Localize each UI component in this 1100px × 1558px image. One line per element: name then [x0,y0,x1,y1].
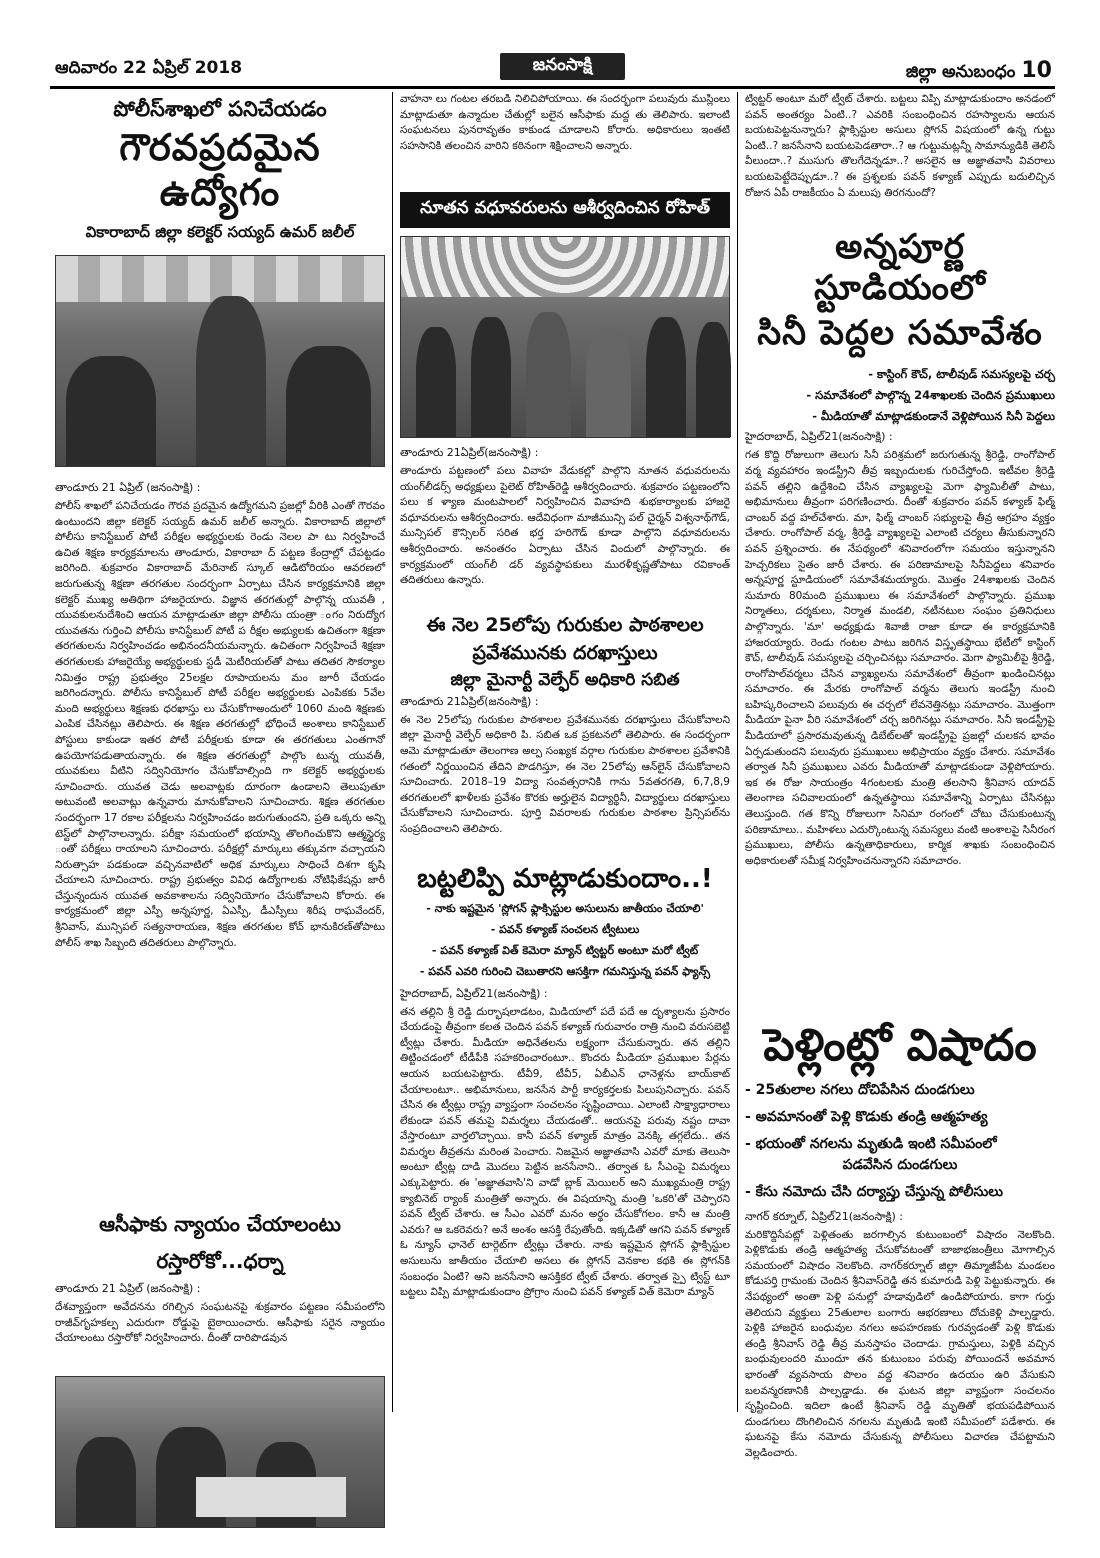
photo-banner [196,1477,346,1517]
wedding-banner: నూతన వధూవరులను ఆశీర్వదించిన రోహిత్ [400,192,730,228]
pawan-continued: ట్విట్టర్ అంటూ మరో ట్వీట్ చేశారు. బట్టలు విప్పి మాట్లాడుకుందాం అనడంలో పవన్ అంతర్యం ఏంటి..? ఎవరికి సంబంధించిన రహస్యాలను ఆయన బయటపెట్టనున్నారు? ఫ్లాక్సిస్టుల అసులు స్లోగన్ విషయంలో ఉన్న గుట్టు ఏంటి..? జనసేనాని బయటపెడతారా..? ఆ గుట్టుమట్లన్నీ సామాన్యుడికి తెలిసే వీలుందా..? ముసుగు తొలగేదెన్నడూ..? అసలైన ఆ అజ్ఞాతవాసి వివరాలు బయటపెట్టేదెప్పుడూ..? ఈ ప్రశ్నలకు పవన్ కళ్యాణ్ ఎప్పుడు బదులిచ్చిన రోజున ఏపీ రాజకీయం ఏ మలుపు తిరగనుందో? [745,93,1055,199]
wedding-tragedy-headline: పెళ్లింట్లో విషాదం [763,1020,1037,1072]
photo-figure [76,1437,136,1527]
photo-figure [416,327,456,437]
tragedy-bullet: - 25తులాల నగలు దోచిపేసిన దుండగులు [745,1082,975,1099]
gurukul-dateline: తాండూరు 21ఏప్రిల్(జనంసాక్షి) : [400,694,539,708]
story2-headline-1: ఆసీఫాకు న్యాయం చేయాలంటు [99,1212,341,1237]
gurukul-headline-1: ఈ నెల 25లోపు గురుకుల పాఠశాలల [426,614,704,636]
photo-figure [526,312,571,437]
story2-headline-2: రస్తారోకో...ధర్నా [156,1249,284,1274]
pawan-headline: బట్టలిప్పి మాట్లాడుకుందాం..! [417,863,713,894]
tragedy-bullet: - అవమానంతో పెళ్లి కొడుకు తండ్రి ఆత్మహత్య [745,1109,988,1126]
wedding-body: తాండూరు పట్టణంలో పలు వివాహ వేడుకల్లో పాల్గొని నూతన వధువరులను యంగ్‌లీడర్స్ అధ్యక్షులు పైలెట్ రోహిత్‌రెడ్డి ఆశీర్వదించారు. శుక్రవారం పట్టణంలోని పలు క ళ్యాణ మంటపాలలో నిర్వహించిన వివాహది శుభకార్యాలకు హాజరై వధూవరులను ఆశీర్వదించారు. ఆదేవిధంగా మాజీమున్సి పల్ చైర్మన్ విశ్వనాథ్‌గౌడ్, మున్సిపల్ కౌన్సిలర్ సరిత భర్త హరిగౌడ్ కూడా పాల్గొని వధూవరులను ఆశీర్వదించారు. అనంతరం ఏర్పాటు చేసిన విందులో పాల్గొన్నారు. ఈ కార్యక్రమంలో యంగ్‌లీ డర్ వ్యవస్థాపకులు మురళీకృష్ణతోపాటు రవికాంత్ తదితరులు ఉన్నారు. [400,465,730,587]
column-2 [400,92,730,1412]
tragedy-bullet: - కేసు నమోదు చేసి దర్యాప్తు చేస్తున్న పోలీసులు [745,1183,1004,1200]
story1-dateline: తాండూరు 21 ఏప్రిల్ (జనంసాక్షి) : [55,481,201,495]
collector-photo [55,255,385,467]
column-divider [392,92,393,1412]
gurukul-body: ఈ నెల 25లోపు గురుకుల పాఠశాలల ప్రవేశమునకు దరఖాస్తులు చేసుకోవాలని జిల్లా మైనార్టీ వెల్ఫేర్ అధికారి పి. సబిత ఒక ప్రకటనలో తెలిపారు. ఈ సందర్భంగా ఆమె మాట్లాడుతూ తెలంగాణ అల్ప సంఖ్యక వర్గాల గురుకుల పాఠశాలల ప్రవేశానికి గతంలో నిర్ణయించిన తేదిని పొడగిస్తూ, ఈ నెల 25లోపు ఆన్‌లైన్ చేసుకోవాలని సూచించారు. 2018–19 విద్యా సంవత్సరానికి గాను 5వతరగతి, 6,7,8,9 తరగతులలో ఖాళీలకు ప్రవేశం కొరకు అర్హులైన విద్యార్థినీ, విద్యార్థులు దరఖాస్తులు చేసుకోవాలని సూచించారు. పూర్తి వివరాలకు గురుకుల పాఠశాల ప్రిన్సిపల్‌ను సంప్రదించాలని తెలిపారు. [400,713,730,835]
photo-figure [66,356,156,466]
column-3 [745,92,1055,1459]
wedding-photo [400,236,730,438]
annapurna-headline-1: అన్నపూర్ణ స్టూడియంలో [814,227,986,308]
gurukul-headline-2: ప్రవేశమునకు దరఖాస్తులు [472,641,658,664]
tragedy-body: మరికొద్దిసేపట్లో పెళ్లితంతు జరగాల్సిన కుటుంబంలో విషాదం నెలకొంది. పెళ్లికొడుకు తండ్రి ఆత్మహత్య చేసుకోవటంతో బాజాభజంత్రీలు మోగాల్సిన సమయంలో విషాదం నెలకొంది. నాగర్‌కర్నూల్ జిల్లా తిమ్మాజీపేట మండలం కోడుపర్తి గ్రామంకు చెందిన శ్రీనివాస్‌రెడ్డి తన కుమారుడి పెళ్లి పెట్టుకున్నారు. ఈ నేపథ్యంలో అంతా పెళ్లి పనుల్లో హడావుడిలో ఉండిపోయారు. కాగా గుర్తు తెలియని వ్యక్తులు 25తులాల బంగారు ఆభరణాలు దోచుకెళ్లి పాల్పడ్డారు. పెళ్లికి హాజరైన బంధువుల నగలు అపహరణకు గురవ్వడంతో పెళ్లి కొడుకు తండ్రి శ్రీనివాస్ రెడ్డి తీవ్ర మనస్తాపం చెందాడు. గ్రామస్తులు, పెళ్లికి వచ్చిన బంధువులందరి ముందూ తన కుటుంబం పరువు పోయిందనే అవమాన భారంతో వ్యవసాయ పొలం వద్ద శనివారం ఉదయం ఉరి వేసుకుని బలవన్మరణానికి పాల్పడ్డాడు. ఈ ఘటన జిల్లా వ్యాప్తంగా సంచలనం సృష్టించింది. ఇదిలా ఉంటే శ్రీనివాస్ రెడ్డి మృతితో భయపడిపోయిన దుండగులు దొంగిలించిన నగలను మృతుడి ఇంటి సమీపంలో పడేశారు. ఈ ఘటనపై కేసు నమోదు చేసుకున్న పోలీసులు విచారణ చేపట్టామని వెల్లడించారు. [745,1228,1055,1459]
pawan-dateline: హైదరాబాద్, ఏప్రిల్21(జనంసాక్షి) : [400,986,548,1000]
issue-date: ఆదివారం 22 ఏప్రిల్ 2018 [55,58,243,78]
section-title [906,58,1052,86]
story1-kicker: పోలీస్‌శాఖలో పనిచేయడం [113,97,327,121]
tragedy-dateline: నాగర్ కర్నూల్, ఏప్రిల్21(జనంసాక్షి) : [745,1209,903,1223]
pawan-bullet: - నాకు ఇష్టమైన 'స్లోగన్ ఫ్లాక్సిస్టుల అసులును జాతీయం చేయాలి' [426,901,704,915]
photo-decor [401,237,729,297]
pawan-bullet: - పవన్ కళ్యాణ్ సంచలన ట్వీటులు [490,922,640,936]
tragedy-bullet: పడవేసిన దుండగులు [842,1156,958,1173]
annapurna-bullet: - మీడియాతో మాట్లాడకుండానే వెళ్లిపోయిన సినీ పెద్దలు [812,409,1055,424]
pawan-body: తన తల్లిని శ్రీ రెడ్డి దుర్భాషలాడటం, మిడియాలో పదే పదే ఆ దృశ్యాలను ప్రసారం చేయడంపై తీవ్రంగా కలత చెందిన పవన్ కళ్యాణ్ గురువారం రాత్రి నుంచి వరుసబెట్టి ట్వీట్లు చేశారు. మీడియా అధినేతలను లక్ష్యంగా చేసుకున్నారు. తన తల్లిని తిట్టించడంలో టీడీపీకి సహకరించారంటూ.. కొందరు మీడియా ప్రముఖుల పేర్లను ఆయన బయటపెట్టారు. టీవీ9, టీవీ5, ఏబీఎన్ ఛానెళ్లను బాయ్‌కాట్ చేయాలంటూ.. అభిమానులు, జనసేన పార్టీ కార్యకర్తలకు పిలుపునిచ్చారు. పవన్ చేసిన ఈ ట్వీట్లు రాష్ట్ర వ్యాప్తంగా సంచలనం సృష్టించాయి. ఎలాంటి సాక్ష్యాధారాలు లేకుండా పవన్ తమపై విమర్శలు చేయడంతో.. ఆయనపై పరువు నష్టం దావా వేస్తారంటూ వార్తలొచ్చాయి. కానీ పవన్ కళ్యాణ్ మాత్రం వెనక్కి తగ్గలేదు.. తన విమర్శల తీవ్రతను మరింత పెంచారు. నిజమైన అజ్ఞాతవాసి ఎవరో మాకు తెలుసా అంటూ ట్వీట్ల దాడి మొదలు పెట్టిన జనసేనాని.. తర్వాత ఓ సీఎంపై విమర్శలు ఎక్కుపెట్టారు. ఈ 'అజ్ఞాతవాసి'ని వాడో బ్లాక్ మెయిలర్ అని ముఖ్యమంత్రి రాష్ట్ర క్యాబినెట్ ర్యాంక్ మంత్రితో అన్నారు. ఈ విషయాన్ని మంత్రి 'ఒకరి'తో చెప్పారని పవన్ ట్వీట్ చేశారు. ఆ సీఎం ఎవరో మనం అర్థం చేసుకోగలం. కానీ ఆ మంత్రి ఎవరు? ఆ ఒకరెవరు? అనే అంశం ఆసక్తి రేపుతోంది. ఇక్కడితో ఆగని పవన్ కళ్యాణ్ ఓ న్యూస్ ఛానెల్ టార్గెట్‌గా ట్వీట్లు చేశారు. నాకు ఇష్టమైన స్లోగన్ ఫ్లాక్సిస్టుల అసులును జాతీయం చేయాలి అసలు ఈ స్లోగన్ వెనకాల కథకి ఈ స్లోగన్‌కి సంబంధం ఏంటి? అని జనసేనాని ఆసక్తికర ట్వీట్ చేశారు. తర్వాత స్పై ట్విస్ట్ టూ బట్టలు విప్పి మాట్లాడుకుందాం ప్రోగ్రాం నుంచి పవన్ కళ్యాణ్ విత్ కెమెరా మ్యాన్ [400,1005,730,1299]
gurukul-headline-3: జిల్లా మైనార్టీ వెల్ఫేర్ అధికారి సబిత [450,669,680,690]
photo-figure [286,346,371,466]
story1-subhead: వికారాబాద్ జిల్లా కలెక్టర్ సయ్యద్ ఉమర్ జలీల్ [85,223,355,242]
story1-body: పోలీస్ శాఖలో పనిచేయడం గౌరవ ప్రదమైన ఉద్యోగమని ప్రజల్లో వీరికి ఎంతో గౌరవం ఉంటుందని జిల్లా కలెక్టర్ సయ్యద్ ఉమర్ జలీల్ అన్నారు. వికారాబాద్ జిల్లాలో పోలీసు కానిస్టేబుల్ పోటీ పరీక్షల అభ్యర్థులకు రెండు నెలల పా టు నిర్వహించే ఉచిత శిక్షణ కార్యక్రమాలను తాండూరు, వికారాబా ద్ పట్టణ కేంద్రాల్లో చేపట్టడం జరిగింది. శుక్రవారం వికారాబాద్ మేరినాట్ స్కూల్ ఆడిటోరియం ఆవరణలో జరుగుతున్న శిక్షణా తరగతుల సందర్భంగా ఏర్పాటు చేసిన కార్యక్రమానికి జిల్లా కలెక్టర్ ముఖ్య అతిథిగా హాజరైయారు. విజ్ఞాన తరగతుల్లో పాల్గొన్న యువతీ , యువకులనుదేశించి ఆయన మాట్లాడుతూ జిల్లా పోలీసు యంత్రా ంగం నిరుద్యోగ యువతను గుర్తించి పోలీసు కానిస్టేబుల్ పోటీ ప రీక్షల అభ్యులకు ఉచితంగా శిక్షణా తరగతులను నిర్వహించడం అభినందనీయమన్నారు. ఉచితంగా నిర్వహించే శిక్షణా తరగతులకు హాజరైయ్యే అభ్యర్థులకు స్టడీ మెటీరియల్‌తో పాటు తదితర సౌకర్యాల నిమిత్తం రాష్ట్ర ప్రభుత్వం 25లక్షల రూపాయలను మం జూరీ చేయడం జరిగిందన్నారు. పోలీసు కానిస్టేబుల్ పోటీ పరీక్షల అభ్యర్థులకు ఎంపికకు 5వేల మంది అభ్యర్థులు శిక్షణకు ధరఖాస్తు లు చేసుకోగాఅందులో 1060 మంది శిక్షణకు ఎంపిక చేసినట్లు తెలిపారు. ఈ శిక్షణ తరగతుల్లో భోధించే అంశాలు కానిస్టేబుల్ పోస్టులు కాకుండా ఇతర పోటీ పరీక్షలకు కూడా ఈ తరగతులు ఎంతగానో ఉపయోగపడుతాయన్నారు. ఈ శిక్షణ తరగతుల్లో పాల్గొం టున్న యువతీ, యువకులు వీటిని సద్వినియోగం చేసుకోవాల్సింది గా కలెక్టర్ అభ్యర్థులకు సూచించారు. యువత చెడు అలవాట్లకు దూరంగా ఉండాలని తెలుపుతూ అటువంటి అలవాట్లు ఉన్నవారు మానుకోవాలని సూచించారు. శిక్షణ తరగతుల సందర్భంగా 17 రకాల పరీక్షలను నిర్వహించడం జరుగుతుందని, ప్రతి ఒక్కరు అన్ని టెస్ట్‌లో పాల్గొనాలన్నారు. పరీక్షా సమయంలో భయాన్ని తొలగించుకొని ఆత్మస్థైర్య ంతో పరీక్షలు రాయాలని సూచించారు. పరీక్షల్లో మార్కులు తక్కువగా వచ్చాయని నిరుత్సాహ పడకుండా వచ్చినవాటిలో అధిక మార్కులు సాధించే దిశగా కృషి చేయాలని సూచించారు. రాష్ట్ర ప్రభుత్వం వివిధ ఉద్యోగాలకు నోటిఫికేషన్లు జారీ చేస్తున్నందున యువత అవకాశాలను సద్వినియోగం చేసుకోవాలని కోరారు. ఈ కార్యక్రమంలో జిల్లా ఎస్పీ అన్నపూర్ణ, ఏఎస్పీ, డీఎస్పీలు శిరీష రాఘవేందర్, శ్రీనివాస్, మున్సిపల్ సత్యనారాయణ, శిక్షణ తరగతుల కోచ్ భానుకిరణ్‌తోపాటు పోలీస్ శాఖ సిబ్బంది తదితరులు పాల్గొన్నారు. [55,500,385,949]
header-rule [50,86,1055,89]
pawan-bullet: - పవన్ ఎవరి గురించి చెబుతారని ఆసక్తిగా గమనిస్తున్న పవన్ ఫ్యాన్స్ [419,964,711,978]
annapurna-dateline: హైదరాబాద్, ఏప్రిల్21(జనంసాక్షి) : [745,430,893,444]
annapurna-bullet: - సమావేశంలో పాల్గొన్న 24శాఖలకు చెందిన ప్రముఖులు [806,388,1055,403]
photo-figure [196,296,266,466]
section-name: జిల్లా అనుబంధం [905,62,1016,82]
story2-dateline: తాండూరు 21 ఏప్రిల్ (జనంసాక్షి) : [55,1282,201,1296]
story2-body: దేశవ్యాప్తంగా అవేదనను రగిల్చిన సంఘటనపై శుక్రవారం పట్టణం సమీపంలోని రాజీవ్‌గృహకల్ప ఎదురుగా రోడ్డుపై బైఠాయించారు. ఆసీఫాకు సరైన న్యాయం చేయాలంటు రస్తారోకో నిర్వహించారు. దీంతో దారిపొడవున [55,1301,385,1345]
photo-figure [471,317,511,437]
photo-tent [56,256,384,302]
annapurna-bullet: - కాస్టింగ్ కౌచ్, టాలీవుడ్ సమస్యలపై చర్చ [868,367,1055,382]
page-number: 10 [1021,58,1052,83]
column-1 [55,92,385,1412]
protest-photo [55,1376,385,1528]
annapurna-body: గత కొద్ది రోజులుగా తెలుగు సినీ పరిశ్రమలో జరుగుతున్న శ్రీరెడ్డి, రాంగోపాల్ వర్మ వ్యవహారం ఇండస్ట్రీని తీవ్ర ఇబ్బందులకు గురిచేస్తోంది. ఇటీవల శ్రీరెడ్డి పవన్ తల్లిని ఉద్దేశించి చేసిన వ్యాఖ్యలపై మెగా ఫ్యామిలీతో పాటు, అభిమానులు తీవ్రంగా పరిగణించారు. దీంతో శుక్రవారం పవన్ కళ్యాణ్ ఫిల్మ్ చాంబర్ వద్ద హల్‌చేశారు. మా, ఫిల్మ్ చాంబర్ సభ్యులపై తీవ్ర ఆగ్రహం వ్యక్తం చేశారు. రాంగోపాల్ వర్మ, శ్రీరెడ్డి వ్యాఖ్యలపై ఎలాంటి చర్యలు తీసుకున్నారని పవన్ ప్రశ్నించారు. ఈ నేపథ్యంలో శనివారంలోగా సమయం ఇస్తున్నానని హెచ్చరికలు సైతం జారీ చేశారు. ఈ పరిణామాలపై సినీపెద్దలు శనివారం అన్నపూర్ణ స్టూడియంలో సమావేశమయ్యారు. మొత్తం 24శాఖలకు చెందిన సుమారు 80మంది ప్రముఖులు ఈ సమావేశంలో పాల్గొన్నారు. ప్రముఖ నిర్మాతలు, దర్శకులు, నిర్మాత మండలి, నటీనటుల సంఘం ప్రతినిధులు పాల్గొన్నారు. 'మా' అధ్యక్షుడు శివాజీ రాజా కూడా ఈ కార్యక్రమానికి హాజరయ్యారు. రెండు గంటల పాటు జరిగిన విస్తృతస్థాయి భేటీలో కాస్టింగ్ కౌచ్, టాలీవుడ్ సమస్యలపై చర్చించినట్లు సమాచారం. మెగా ఫ్యామిలీపై శ్రీరెడ్డి, రాంగోపాల్‌వర్మలు చేసిన వ్యాఖ్యలను సమావేశంలో తీవ్రంగా ఖండించినట్లు సమాచారం. ఈ మేరకు రాంగోపాల్ వర్మను తెలుగు ఇండస్ట్రీ నుంచి బహిష్కరించాలని పలువురు ఈ చర్చలో లేవనెత్తినట్లు సమాచారం. మొత్తంగా మీడియా పైనా వీరి సమావేశంలో చర్చ జరిగినట్లు సమాచారం. సినీ ఇండస్ట్రీపై మీడియాలో ప్రసారమవుతున్న డిబేట్‌లతో ఇండస్ట్రీపై ప్రజల్లో చులకన భావం ఏర్పడుతుందని పలువురు ప్రముఖులు అభిప్రాయం వ్యక్తం చేశారు. సమావేశం తర్వాత సినీ ప్రముఖులు ఎవరు మీడియాతో మాట్లాడకుండా వెళ్లిపోయారు. ఇక ఈ రోజు సాయంత్రం 4గంటలకు మంత్రి తలసాని శ్రీనివాస యాదవ్ తెలంగాణ సచివాలయంలో ఉన్నతస్థాయి సమావేశాన్ని ఏర్పాటు చేసినట్లు తెలుస్తుంది. గత కొన్ని రోజులుగా సినిమా రంగంలో చోటు చేసుకుంటున్న పరిణామాలు.. మహిళలు ఎదుర్కొంటున్న సమస్యలు వంటి అంశాలపై సినీరంగ ప్రముఖులు, పోలీసు ఉన్నతాధికారులు, కార్మిక శాఖకు సంబంధించిన అధికారులతో సమీక్ష నిర్వహించనున్నారని సమాచారం. [745,449,1055,867]
photo-figure [646,317,686,437]
story1-headline: గౌరవప్రదమైన ఉద్యోగం [119,126,321,214]
photo-figure [586,327,631,437]
column-divider [737,92,738,1412]
pawan-bullet: - పవన్ కళ్యాణ్ విత్ కెమెరా మ్యాన్ ట్విట్టర్ అంటూ మరో ట్వీట్ [431,943,699,957]
wedding-dateline: తాండూరు 21ఏప్రిల్(జనంసాక్షి) : [400,446,539,459]
annapurna-headline-2: సినీ పెద్దల సమావేశం [757,312,1043,353]
tragedy-bullet: - భయంతో నగలను మృతుడి ఇంటి సమీపంలో [745,1135,997,1152]
story2-continued: వాహనా లు గంటల తరబడి నిలిచిపోయాయి. ఈ సందర్భంగా పలువురు ముస్లింలు మాట్లాడుతూ ఉన్మాదుల చేతుల్లో బలైన ఆసీఫాకు మద్ద తు తెలిపారు. ఇలాంటి సంఘటనలు పునరావృతం కాకుండ చూడాలని కోరారు. అధికారులు ఇంతటి సహసానికి తలంచిన వారిని కఠినంగా శిక్షించాలని అన్నారు. [400,93,730,152]
photo-figure [696,322,731,437]
masthead-logo: జనంసాక్షి [500,53,625,80]
